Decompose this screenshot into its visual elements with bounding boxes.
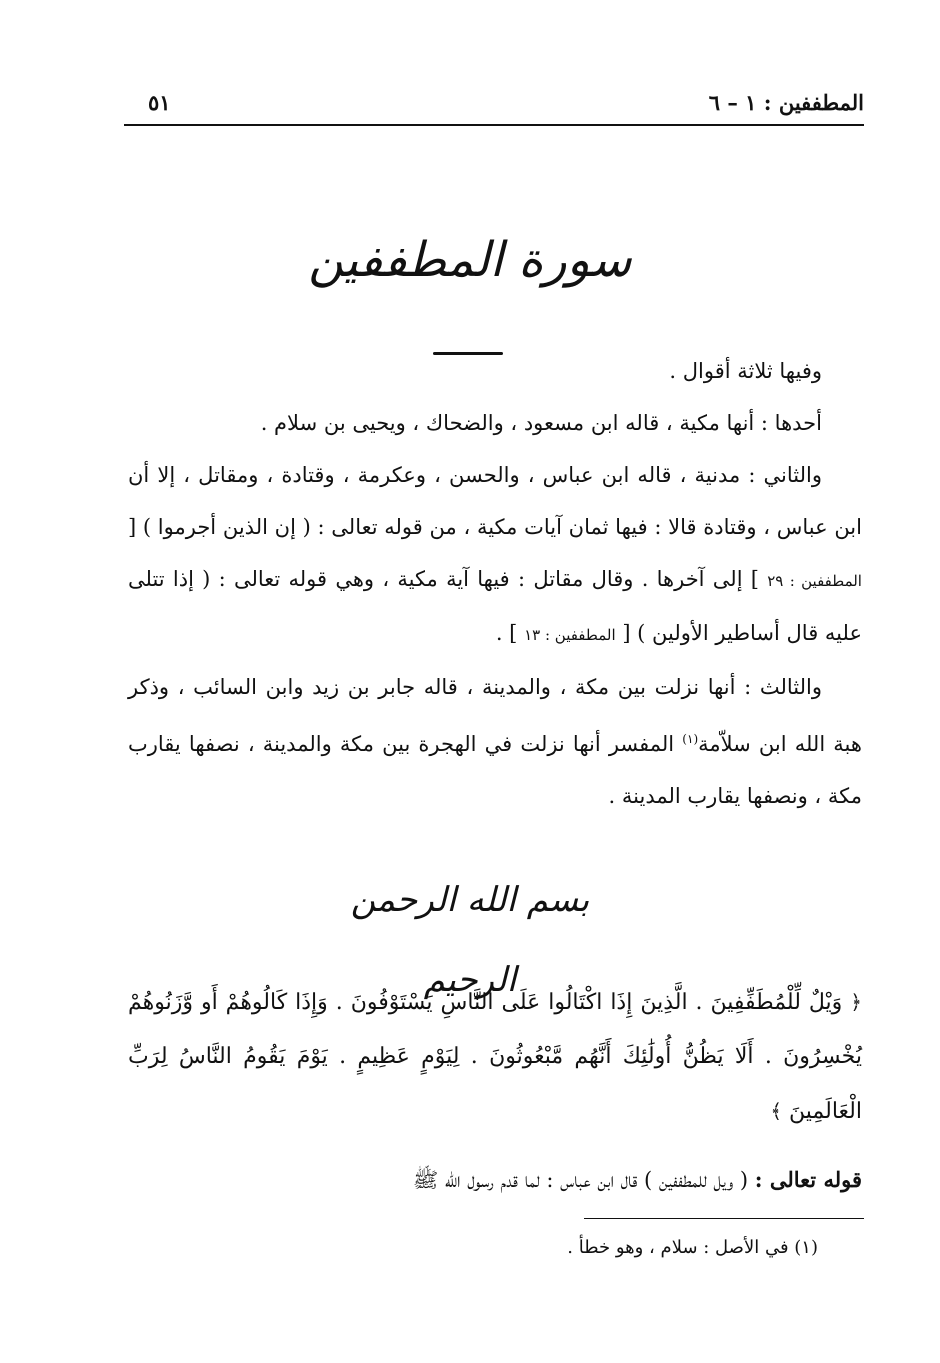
opinion-two-part3: ] .	[495, 621, 518, 645]
quran-verses	[128, 975, 862, 1139]
footnote-divider	[584, 1218, 864, 1219]
verse-reference: المطففين : ١٣	[524, 626, 616, 644]
basmala: بسم الله الرحمن الرحيم	[350, 880, 590, 1000]
ornate-bracket-close: ﴾	[770, 1099, 783, 1123]
verses-text: وَيْلٌ لِّلْمُطَفِّفِينَ . الَّذِينَ إِذَا اكْتَالُوا عَلَى النَّاسِ يَسْتَوْفُونَ . وَإِذَا كَالُوهُمْ أَو وَّزَنُوهُمْ يُخْسِرُونَ . أَلَا يَظُنُّ أُولَٰئِكَ أَنَّهُم مَّبْعُوثُونَ . لِيَوْمٍ عَظِيمٍ . يَوْمَ يَقُومُ النَّاسُ لِرَبِّ الْعَالَمِينَ	[128, 990, 862, 1124]
footnote-marker: (١)	[682, 732, 699, 746]
commentary-text: ( ويل للمطففين ) قال ابن عباس : لما قدم رسول الله ﷺ	[412, 1168, 749, 1192]
verses-paragraph	[128, 975, 862, 1139]
running-header	[124, 88, 864, 126]
page-number: ٥١	[148, 90, 171, 115]
opinion-two	[128, 449, 862, 661]
introduction-text	[128, 345, 862, 822]
commentary-lead: قوله تعالى :	[754, 1167, 862, 1192]
opinion-three-part1: والثالث : أنها نزلت بين مكة ، والمدينة ، قاله جابر بن زيد وابن السائب ، وذكر هبة الله ابن سلاّمة	[128, 675, 862, 756]
opinion-two-part1: والثاني : مدنية ، قاله ابن عباس ، والحسن ، وعكرمة ، وقتادة ، ومقاتل ، إلا أن ابن عباس ، وقتادة قالا : فيها ثمان آيات مكية ، من قوله تعالى : ( إن الذين أجرموا ) [	[128, 463, 862, 539]
opinion-two-part2: ] إلى آخرها . وقال مقاتل : فيها آية مكية ، وهي قوله تعالى : ( إذا تتلى عليه قال أساطير الأولين ) [	[128, 567, 862, 645]
sura-title	[300, 215, 640, 305]
ornate-bracket-open: ﴿	[850, 990, 862, 1014]
header-title: المطففين : ١ – ٦	[708, 90, 864, 115]
verse-reference: المطففين : ٢٩	[767, 572, 862, 590]
intro-line: وفيها ثلاثة أقوال .	[669, 359, 822, 383]
opinion-three	[128, 661, 862, 822]
footnote: (١) في الأصل : سلام ، وهو خطأ .	[567, 1237, 818, 1258]
sura-title-text: سورة المطففين	[308, 232, 632, 288]
opinion-three-part2: المفسر أنها نزلت في الهجرة بين مكة والمدينة ، نصفها يقارب مكة ، ونصفها يقارب المدينة .	[128, 732, 862, 808]
opinion-one: أحدها : أنها مكية ، قاله ابن مسعود ، والضحاك ، ويحيى بن سلام .	[260, 411, 822, 435]
commentary	[128, 1158, 862, 1202]
